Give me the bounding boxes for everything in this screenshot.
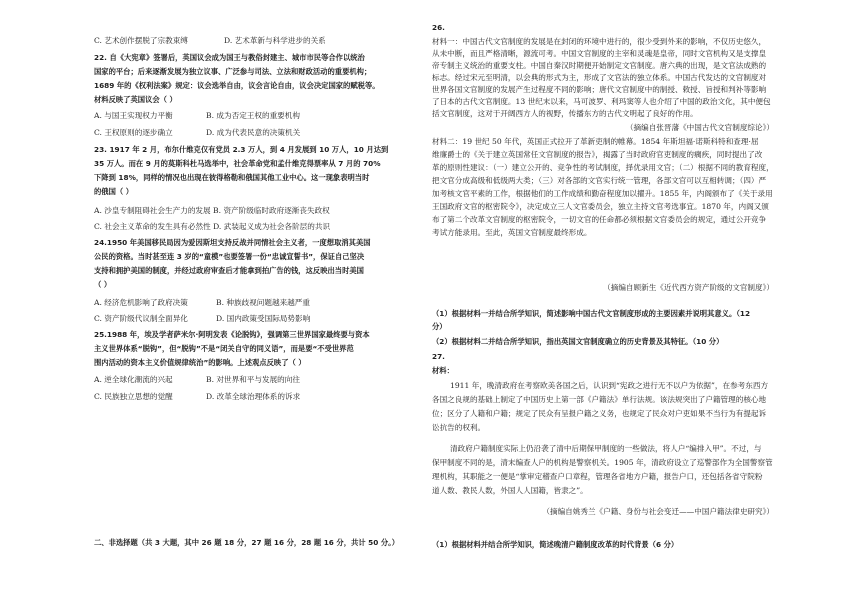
q22-line: 1689 年的《权利法案》规定：议会选举自由，议会言论自由，议会决定国家的赋税等。 [94,81,380,90]
material-1-line: 了日本的古代文官制度。13 世纪末以来，马可波罗、利玛窦等人也介绍了中国的政治文化，其中便包 [432,97,771,106]
material-3-line: 各国之良规的基础上制定了中国历史上第一部《户籍法》单行法规。该法规突出了户籍管理的核心地 [432,395,767,404]
option-c: C. 艺术创作摆脱了宗教束缚 [94,36,188,45]
material-2-source: （摘编自顾新生《近代西方资产阶级的文官制度》） [603,283,774,292]
q23-line: 下降到 18%，同样的情况也出现在彼得格勒和俄国其他工业中心。这一现象表明当时 [94,173,370,182]
material-4-line: 保甲制度不同的是，清末编查人户的机构是警察机关。1905 年，清政府设立了巡警部作为全国警察管 [432,458,773,467]
option-b: B. 对世界和平与发展的向往 [206,375,300,384]
q24-line: 支持和拥护美国的制度，并经过政府审查后才能拿到拍广告的钱，这反映出当时美国 [94,266,364,275]
option-c: C. 资产阶级代议制全面异化 [94,314,188,323]
q22-options-row [94,110,316,121]
q22-line: 国家的平台；后来逐渐发展为独立议事、广泛参与司法、立法和财政活动的重要机构； [94,67,372,76]
q22-stem: 材料反映了英国议会（ ） [94,95,177,104]
q26-part-1: （1）根据材料一并结合所学知识，简述影响中国古代文官制度形成的主要因素并说明其意义。（12 [432,309,751,318]
material-1-line: 帝专制主义统治的重要支柱。中国自秦汉时期便开始制定文官制度。唐六典的出现，是文官法成熟的 [432,61,767,70]
material-4-line: 道人数、教民人数，外国人人国籍，皆隶之”。 [432,486,588,495]
material-2-line: 革的原则性建议：（一）建立公开的、竞争性的考试制度，择优录用文官；（二）根据不同的教育程度， [432,163,774,172]
q23-options-row: C. 社会主义革命的发生具有必然性 D. 武装起义成为社会各阶层的共识 [94,222,331,231]
q24-line: 公民的资格。当时甚至连 3 岁的“童模”也要签署一份“忠诚宣誓书”，保证自己坚决 [94,252,365,261]
option-d: D. 改革全球治理体系的诉求 [206,392,301,401]
option-d: D. 成为代表民意的决策机关 [206,128,301,137]
option-a: A. 经济危机影响了政府决策 [94,298,188,307]
q24-options-row [94,313,326,324]
q27-part-1: （1）根据材料并结合所学知识，简述晚清户籍制度改革的时代背景（6 分） [432,540,679,549]
option-a: A. 与国王实现权力平衡 [94,111,173,120]
option-c: C. 王权原则的逐步确立 [94,128,173,137]
material-1-source: （摘编自张晋藩《中国古代文官制度综论》） [625,123,774,132]
material-3-source: （摘编自姚秀兰《户籍、身份与社会变迁——中国户籍法律史研究》） [542,507,774,516]
material-4-line: 理机构，其职能之一便是“掌审定稽查户口章程，管理各省地方户籍，报告户口，还包括各省守院粉 [432,472,763,481]
q25-line: 25.1988 年，埃及学者萨米尔·阿明发表《论脱钩》，强调第三世界国家最终要与资本 [94,330,370,339]
material-2-line: 布了第二个改革文官制度的枢密院令，一切文官的任命都必须根据文官委员会的规定，通过公开竞争 [432,215,767,224]
option-d: D. 艺术革新与科学进步的关系 [224,36,326,45]
q22-line: 22. 自《大宪章》签署后，英国议会成为国王与教俗封建主、城市市民等合作以统治 [94,53,365,62]
q24-stem: （ ） [94,280,112,289]
option-b: B. 成为否定王权的重要机构 [206,111,300,120]
q23-line: 35 万人。而在 9 月的莫斯科杜马选举中，社会革命党和孟什维克得票率从 7 月的 70% [94,159,381,168]
material-1-line: 从未中断，而且严格清晰，源流可考。中国文官制度的主宰和灵魂是皇帝，同时文官机构又是支撑皇 [432,49,767,58]
q23-line: 23. 1917 年 2 月，布尔什维克仅有党员 2.3 万人，到 4 月发展到 10 万人，10 月达到 [94,145,389,154]
q24-options-row [94,297,326,308]
material-1-line: 材料一：中国古代文官制度的发展是在封闭的环境中进行的，很少受到外来的影响，不仅历史悠久， [432,37,767,46]
q25-line: 主义世界体系“脱钩”，但“脱钩”不是“闭关自守的同义语”，而是要“不受世界范 [94,344,354,353]
material-3-line: 讼抗告的权利。 [432,423,486,432]
option-b: B. 种族歧视问题越来越严重 [216,298,310,307]
q27-number: 27. [432,352,445,361]
q27-material-label: 材料： [432,366,454,375]
material-2-line: 把文官分成高级和低级两大类；（三）对各部的文官实行统一管理，各部文官可以互相转调；（四）严 [432,176,767,185]
q25-options-row [94,391,316,402]
q26-number: 26. [432,23,445,32]
q26-part-1-cont: 分） [432,322,447,331]
material-2-line: 材料二：19 世纪 50 年代，英国正式拉开了革新吏制的帷幕。1854 年斯坦福·诺斯科特和查理·屈 [432,137,759,146]
material-1-line: 标志。经过宋元至明清，以会典的形式为主，形成了文官法的独立体系。中国古代发达的文官制度对 [432,73,767,82]
option-c: C. 民族独立思想的觉醒 [94,392,173,401]
section-2-heading: 二、非选择题（共 3 大题，其中 26 题 18 分，27 题 16 分，28 题 16 分，共计 50 分。） [94,538,400,547]
q26-part-2: （2）根据材料二并结合所学知识，指出英国文官制度确立的历史背景及其特征。（10 分） [432,337,724,346]
material-3-line: 位；区分了人籍和户籍；规定了民众有呈报户籍之义务，也规定了民众对户吏如果不当行为有提起诉 [432,409,767,418]
material-2-line: 考试方能录用。至此，英国文官制度最终形成。 [432,228,592,237]
material-1-line: 世界各国文官制度的发展产生过程度不同的影响；唐代文官制度中的制授、敕授、旨授和判补等影响 [432,85,767,94]
q23-stem: 的俄国（ ） [94,187,134,196]
option-a: A. 逆全球化潮流的兴起 [94,375,173,384]
q22-options-row [94,127,316,138]
material-2-line: 王国政府文官的枢密院令》，决定成立三人文官委员会，独立主持文官考选事宜。1870 年，内阁又颁 [432,202,769,211]
q25-stem: 围内活动的资本主义价值规律统治”的影响。上述观点反映了（ ） [94,358,306,367]
material-2-line: 加考核文官平素的工作，根据他们的工作成绩和勤奋程度加以擢升。1855 年，内阁颁布了《关于录用 [432,189,773,198]
material-1-line: 括文官制度，这对于开阔西方人的视野，传播东方的古代文明起了良好的作用。 [432,109,698,118]
q21-options [94,35,334,46]
q23-options-row: A. 沙皇专制阻碍社会生产力的发展 B. 资产阶级临时政府逐渐丧失政权 [94,206,330,215]
material-4-line: 清政府户籍制度实际上仍沿袭了清中后期保甲制度的一些做法，将人户“编排入甲”。不过，与 [450,444,762,453]
material-3-line: 1911 年，晚清政府在考察欧美各国之后，认识到“宪政之进行无不以户为依据”，在参考东西方 [450,381,769,390]
material-2-line: 维廉爵士的《关于建立英国常任文官制度的报告》，揭露了当时政府官吏制度的瘸疾，同时提出了改 [432,150,763,159]
q25-options-row [94,374,316,385]
option-d: D. 国内政策受国际局势影响 [216,314,311,323]
q24-line: 24.1950 年美国移民局因为爱因斯坦支持反战并同情社会主义者，一度想取消其美国 [94,238,371,247]
